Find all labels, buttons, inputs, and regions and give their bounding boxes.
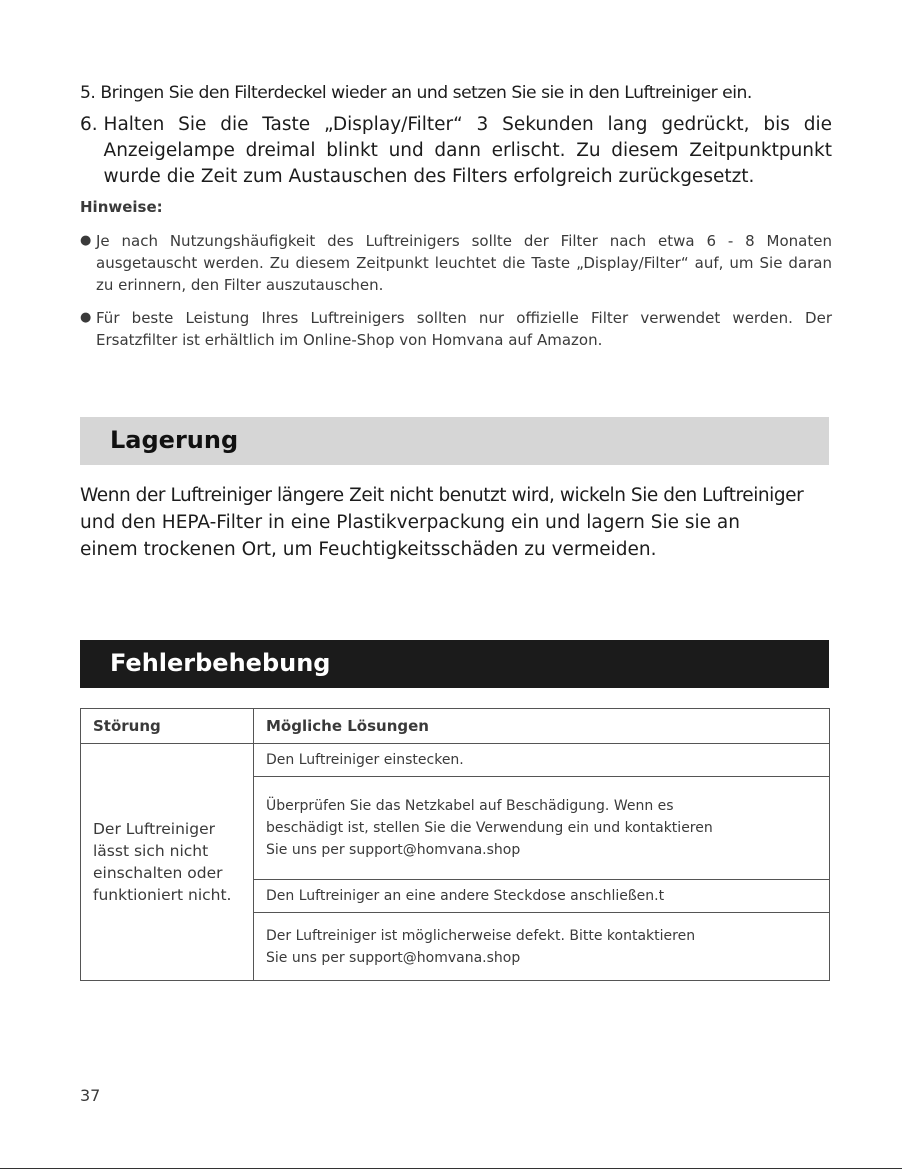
fault-line: einschalten oder xyxy=(93,864,223,882)
solution-line: Sie uns per support@homvana.shop xyxy=(266,842,521,858)
troubleshooting-table xyxy=(80,708,830,981)
table-header-row xyxy=(81,709,830,744)
solution-line: Sie uns per support@homvana.shop xyxy=(266,949,521,966)
solution-line: Den Luftreiniger an eine andere Steckdose anschließen.t xyxy=(266,888,665,904)
column-header-fault: Störung xyxy=(81,709,254,744)
step-text: Halten Sie die Taste „Display/Filter“ 3 Sekunden lang gedrückt, bis die Anzeigelampe dreimal blinkt und dann erlischt. Zu diesem Zeitpunktpunkt wurde die Zeit zum Austauschen des Filters erfolgreich zurückgesetzt. xyxy=(103,114,832,187)
step-number: 5. xyxy=(80,83,96,103)
notes-list xyxy=(80,230,832,362)
solution-cell xyxy=(254,880,830,913)
fault-line: lässt sich nicht xyxy=(93,842,209,860)
solution-line: beschädigt ist, stellen Sie die Verwendung ein und kontaktieren xyxy=(266,820,713,836)
step-5 xyxy=(80,80,832,106)
solution-line: Der Luftreiniger ist möglicherweise defekt. Bitte kontaktieren xyxy=(266,927,696,944)
fault-line: funktioniert nicht. xyxy=(93,886,232,904)
fault-cell xyxy=(81,744,254,981)
storage-line: Wenn der Luftreiniger längere Zeit nicht benutzt wird, wickeln Sie den Luftreiniger xyxy=(80,485,804,506)
column-header-solutions: Mögliche Lösungen xyxy=(254,709,830,744)
note-text: Je nach Nutzungshäufigkeit des Luftreinigers sollte der Filter nach etwa 6 - 8 Monaten ausgetauscht werden. Zu diesem Zeitpunkt leuchtet die Taste „Display/Filter“ auf, um Sie daran zu erinnern, den Filter auszutauschen. xyxy=(96,232,832,294)
notes-title: Hinweise: xyxy=(80,198,163,216)
fault-line: Der Luftreiniger xyxy=(93,820,215,838)
bullet-icon: ● xyxy=(80,233,92,248)
step-text: Bringen Sie den Filterdeckel wieder an und setzen Sie sie in den Luftreiniger ein. xyxy=(100,83,752,103)
instruction-steps xyxy=(80,80,832,196)
step-number: 6. xyxy=(80,114,98,135)
note-text: Für beste Leistung Ihres Luftreinigers sollten nur offizielle Filter verwendet werden. Der Ersatzfilter ist erhältlich im Online-Shop von Homvana auf Amazon. xyxy=(96,309,832,349)
troubleshooting-heading-bar xyxy=(80,640,829,688)
solution-cell xyxy=(254,744,830,777)
step-6 xyxy=(80,112,832,190)
note-item xyxy=(80,307,832,351)
solution-line: Überprüfen Sie das Netzkabel auf Beschädigung. Wenn es xyxy=(266,798,674,814)
solution-cell xyxy=(254,913,830,981)
page-bottom-divider xyxy=(0,1168,902,1169)
note-item xyxy=(80,230,832,296)
troubleshooting-heading: Fehlerbehebung xyxy=(110,649,331,677)
solution-line: Den Luftreiniger einstecken. xyxy=(266,752,464,768)
storage-line: und den HEPA-Filter in eine Plastikverpackung ein und lagern Sie sie an xyxy=(80,512,740,533)
solution-cell xyxy=(254,777,830,880)
storage-paragraph xyxy=(80,482,832,563)
storage-heading-bar xyxy=(80,417,829,465)
page-number: 37 xyxy=(80,1086,101,1105)
table-row xyxy=(81,744,830,777)
bullet-icon: ● xyxy=(80,310,92,325)
storage-heading: Lagerung xyxy=(110,426,239,454)
storage-line: einem trockenen Ort, um Feuchtigkeitsschäden zu vermeiden. xyxy=(80,539,657,560)
